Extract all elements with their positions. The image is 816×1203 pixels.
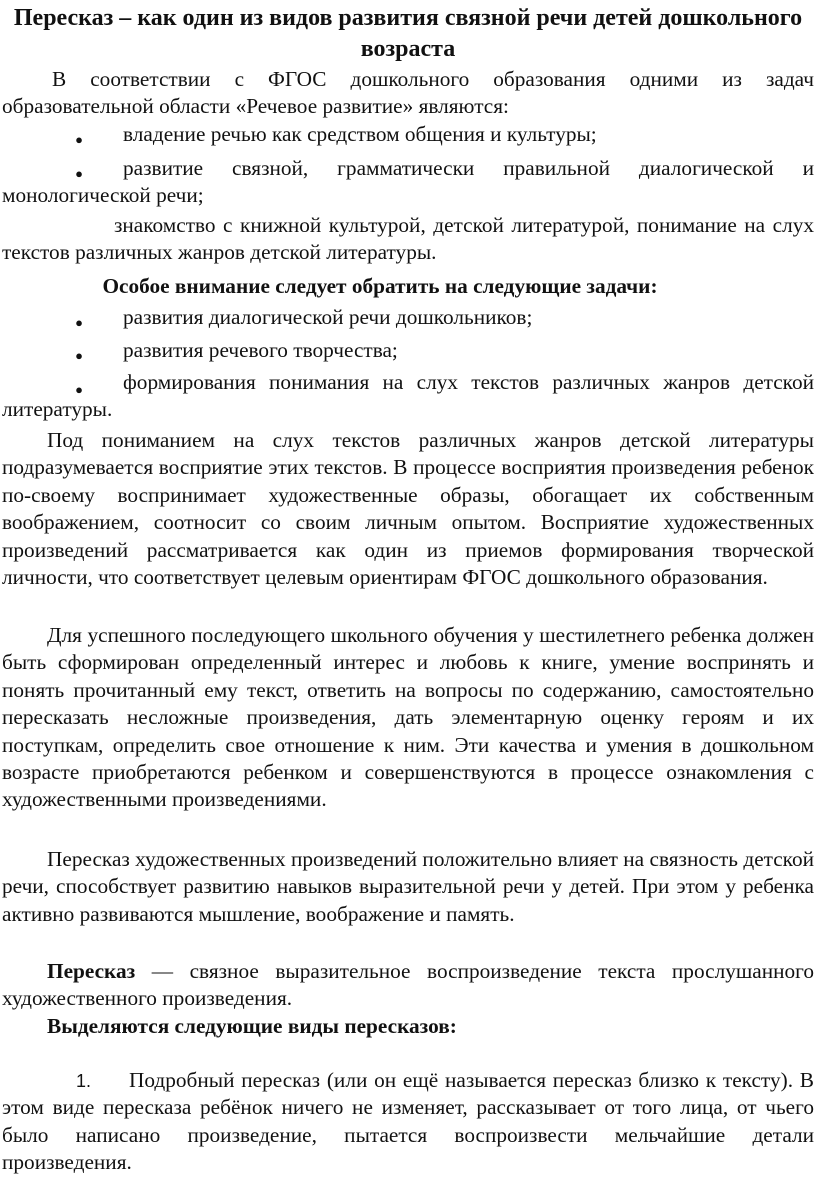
focus-task-item [2, 337, 814, 364]
bullet-icon: ● [75, 348, 83, 363]
definition-dash: — [135, 959, 190, 983]
focus-task-item [2, 304, 814, 331]
type-text: Подробный пересказ (или он ещё называется пересказ близко к тексту). В этом виде пересказа ребёнок ничего не изменяет, рассказывает от того лица, от чьего было написано произведение, пытается воспроизвести мельчайшие детали произведения. [2, 1068, 814, 1175]
task-text: владение речью как средством общения и культуры; [123, 122, 597, 146]
perception-text: Под пониманием на слух текстов различных жанров детской литературы подразумевается восприятие этих текстов. В процессе восприятия произведения ребенок по-своему воспринимает художественные образы, обогащает их собственным воображением, соотносит со своим личным опытом. Восприятие художественных произведений рассматривается как один из приемов формирования творческой личности, что соответствует целевым ориентирам ФГОС дошкольного образования. [2, 428, 814, 590]
focus-task-item [2, 369, 814, 424]
list-number: 1. [76, 1071, 92, 1091]
perception-paragraph [2, 427, 814, 591]
school-text: Для успешного последующего школьного обучения у шестилетнего ребенка должен быть сформирован определенный интерес и любовь к книге, умение воспринять и понять прочитанный ему текст, ответить на вопросы по содержанию, самостоятельно пересказать несложные произведения, дать элементарную оценку героям и их поступкам, определить свое отношение к ним. Эти качества и умения в дошкольном возрасте приобретаются ребенком и совершенствуются в процессе ознакомления с художественными произведениями. [2, 623, 814, 812]
retelling-paragraph [2, 846, 814, 928]
definition-term: Пересказ [47, 959, 136, 983]
retelling-text: Пересказ художественных произведений положительно влияет на связность детской речи, способствует развитию навыков выразительной речи у детей. При этом у ребенка активно развиваются мышление, воображение и память. [2, 847, 814, 926]
focus-task-text: развития диалогической речи дошкольников; [123, 305, 533, 329]
types-heading [2, 1013, 814, 1040]
intro-paragraph [2, 66, 814, 121]
task-item [2, 212, 814, 267]
focus-task-text: развития речевого творчества; [123, 338, 398, 362]
type-item [2, 1067, 814, 1177]
task-item [2, 155, 814, 210]
types-heading-text: Выделяются следующие виды пересказов: [47, 1014, 457, 1038]
school-paragraph [2, 622, 814, 814]
definition-text: связное выразительное воспроизведение текста прослушанного художественного произведения. [2, 959, 814, 1011]
focus-heading: Особое внимание следует обратить на следующие задачи: [102, 274, 658, 298]
intro-text: В соответствии с ФГОС дошкольного образования одними из задач образовательной области «Речевое развитие» являются: [2, 67, 814, 119]
bullet-icon: ● [75, 382, 83, 397]
focus-task-text: формирования понимания на слух текстов различных жанров детской литературы. [2, 370, 814, 422]
bullet-icon: ● [75, 166, 83, 181]
bullet-icon: ● [75, 132, 83, 147]
task-text: знакомство с книжной культурой, детской литературой, понимание на слух текстов различных жанров детской литературы. [2, 213, 814, 265]
definition-paragraph [2, 958, 814, 1013]
task-item [2, 121, 814, 148]
bullet-icon: ● [75, 315, 83, 330]
document-title: Пересказ – как один из видов развития связной речи детей дошкольного возраста [13, 5, 803, 62]
task-text: развитие связной, грамматически правильной диалогической и монологической речи; [2, 156, 814, 208]
